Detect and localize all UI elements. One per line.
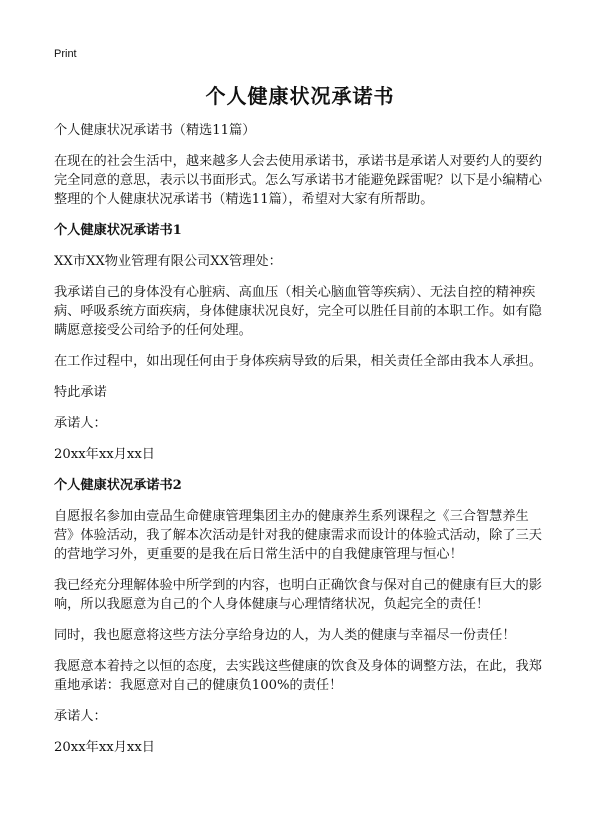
intro-paragraph: 在现在的社会生活中，越来越多人会去使用承诺书，承诺书是承诺人对要约人的要约完全同意的意思，表示以书面形式。怎么写承诺书才能避免踩雷呢？以下是小编精心整理的个人健康状况承诺书（精选11篇），希望对大家有所帮助。 bbox=[54, 154, 542, 207]
section2-date: 20xx年xx月xx日 bbox=[54, 740, 155, 755]
print-link[interactable]: Print bbox=[54, 48, 77, 60]
section2-paragraph: 自愿报名参加由壹品生命健康管理集团主办的健康养生系列课程之《三合智慧养生营》体验活动，我了解本次活动是针对我的健康需求而设计的体验式活动，除了三天的营地学习外，更重要的是我在后日常生活中的自我健康管理与恒心！ bbox=[54, 509, 542, 562]
section1-signer: 承诺人： bbox=[54, 416, 107, 431]
section2-paragraph: 我愿意本着持之以恒的态度，去实践这些健康的饮食及身体的调整方法，在此，我郑重地承诺：我愿意对自己的健康负100%的责任！ bbox=[54, 659, 542, 693]
section1-paragraph: 我承诺自己的身体没有心脏病、高血压（相关心脑血管等疾病）、无法自控的精神疾病、呼吸系统方面疾病，身体健康状况良好，完全可以胜任目前的本职工作。如有隐瞒愿意接受公司给予的任何处理。 bbox=[54, 285, 542, 338]
recipient-line: XX市XX物业管理有限公司XX管理处： bbox=[54, 254, 282, 269]
section1-closing: 特此承诺 bbox=[54, 385, 107, 400]
document-body bbox=[54, 121, 548, 769]
section2-signer: 承诺人： bbox=[54, 709, 107, 724]
section-heading-2: 个人健康状况承诺书2 bbox=[54, 478, 182, 493]
section1-paragraph: 在工作过程中，如出现任何由于身体疾病导致的后果，相关责任全部由我本人承担。 bbox=[54, 354, 542, 369]
section-heading-1: 个人健康状况承诺书1 bbox=[54, 223, 182, 238]
section2-paragraph: 我已经充分理解体验中所学到的内容，也明白正确饮食与保对自己的健康有巨大的影响，所以我愿意为自己的个人身体健康与心理情绪状况，负起完全的责任！ bbox=[54, 578, 542, 612]
section2-paragraph: 同时，我也愿意将这些方法分享给身边的人，为人类的健康与幸福尽一份责任！ bbox=[54, 628, 516, 643]
document-subtitle: 个人健康状况承诺书（精选11篇） bbox=[54, 123, 256, 138]
section1-date: 20xx年xx月xx日 bbox=[54, 447, 155, 462]
document-title: 个人健康状况承诺书 bbox=[205, 84, 395, 108]
